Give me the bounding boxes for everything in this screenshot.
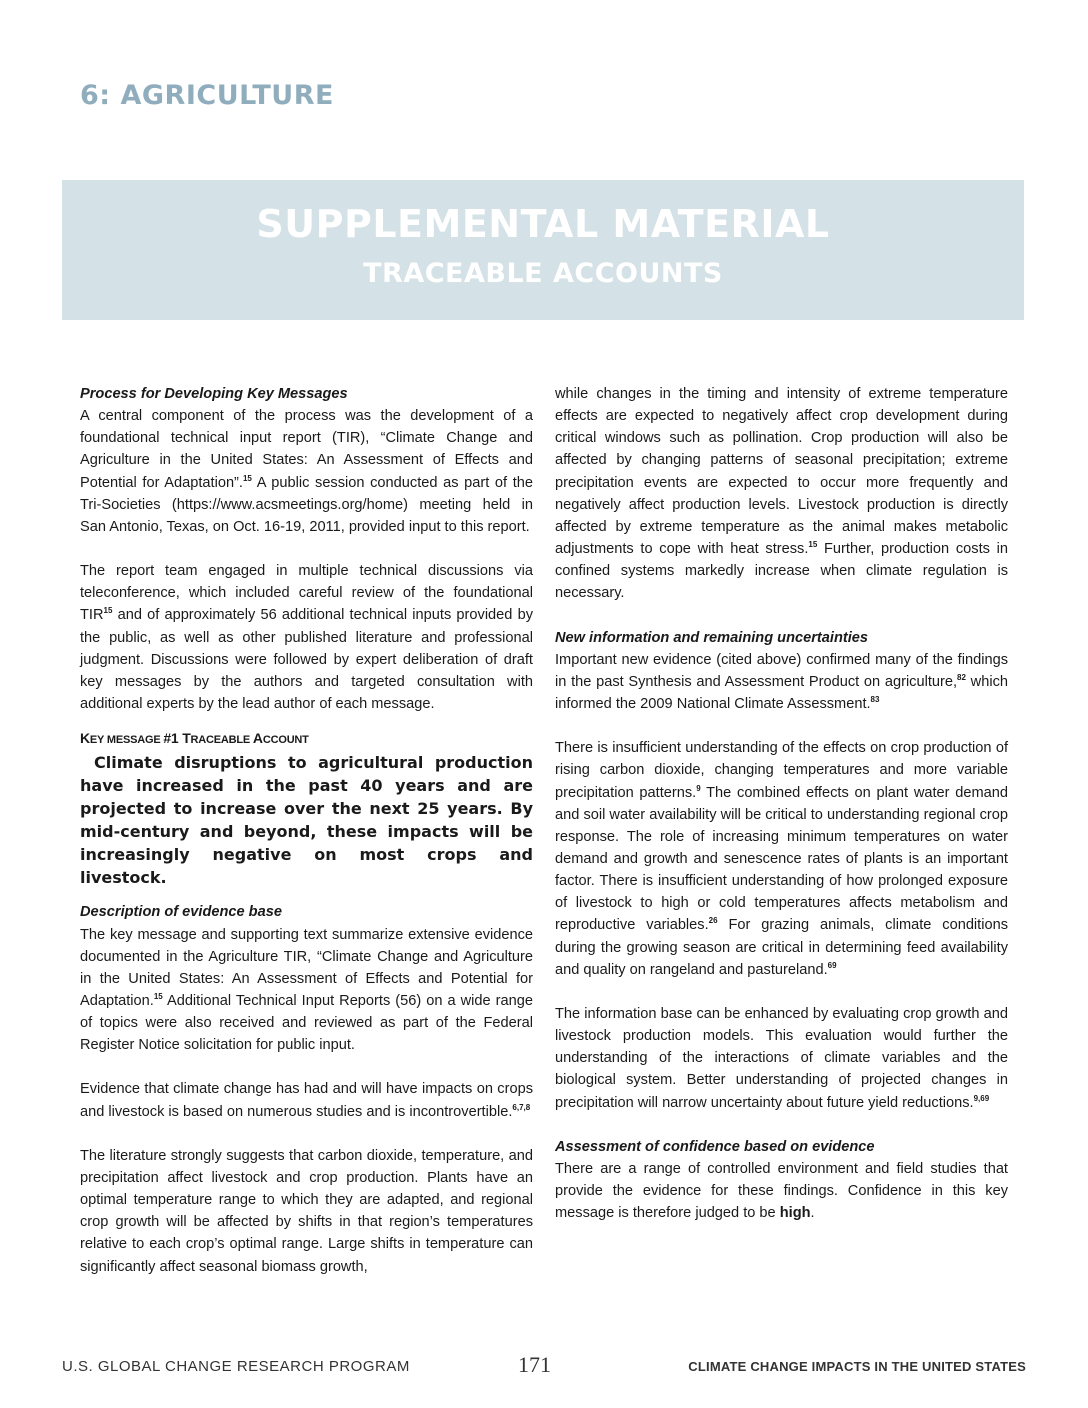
confidence-heading: Assessment of confidence based on evidence	[555, 1138, 875, 1155]
footer-report-title: CLIMATE CHANGE IMPACTS IN THE UNITED STATES	[688, 1359, 1026, 1374]
left-column	[80, 383, 533, 1278]
continued-paragraph: while changes in the timing and intensity of extreme temperature effects are expected to negatively affect crop development during critical windows such as pollination. Crop production will also be affected by changing patterns of seasonal precipitation; extreme precipitation events are expected to occur more frequently and negatively affect production levels. Livestock production is directly affected by extreme temperature as the animal makes metabolic adjustments to cope with heat stress.$^{15}$ Further, production costs in confined systems markedly increase when climate regulation is necessary.	[555, 386, 1008, 602]
process-heading: Process for Developing Key Messages	[80, 386, 348, 402]
banner-subtitle: TRACEABLE ACCOUNTS	[363, 258, 723, 289]
banner-title: SUPPLEMENTAL MATERIAL	[256, 202, 830, 246]
key-message-heading: KEY MESSAGE #1 TRACEABLE ACCOUNT	[80, 730, 309, 747]
uncertainties-heading: New information and remaining uncertainties	[555, 629, 869, 646]
citation: 15	[103, 606, 113, 616]
citation: 9,69	[973, 1093, 990, 1103]
process-paragraph-1: A central component of the process was the development of a foundational technical input report (TIR), “Climate Change and Agriculture in the United States: An Assessment of Effects and Potential for Adaptation”.$^{15}$ A public session conducted as part of the Tri-Societies (https://www.acsmeetings.org/home) meeting held in San Antonio, Texas, on Oct. 16-19, 2011, provided input to this report.	[80, 408, 534, 535]
evidence-paragraph-2: Evidence that climate change has had and will have impacts on crops and livestock is based on numerous studies and is incontrovertible.$^{6,7,8}$	[80, 1081, 533, 1120]
citation: 15	[808, 540, 818, 550]
key-message-text: Climate disruptions to agricultural production have increased in the past 40 years and are projected to increase over the next 25 years. By mid-century and beyond, these impacts will be increasingly negative on most crops and livestock.	[80, 753, 533, 888]
citation: 69	[827, 960, 837, 970]
citation: 9	[696, 783, 701, 793]
citation: 26	[708, 916, 718, 926]
uncertainties-paragraph-1: Important new evidence (cited above) confirmed many of the findings in the past Synthesis and Assessment Product on agriculture,$^{82}$ which informed the 2009 National Climate Assessment.$^{83}$	[555, 651, 1008, 713]
evidence-heading: Description of evidence base	[80, 904, 282, 921]
uncertainties-paragraph-3: The information base can be enhanced by evaluating crop growth and livestock production models. This evaluation would further the understanding of the interactions of climate variables and the biological system. Better understanding of projected changes in precipitation will narrow uncertainty about future yield reductions.$^{9,69}$	[555, 1005, 1008, 1111]
right-column	[555, 383, 1008, 1224]
evidence-paragraph-3: The literature strongly suggests that carbon dioxide, temperature, and precipitation affect livestock and crop production. Plants have an optimal temperature range to which they are adapted, and regional crop growth will be affected by shifts in that region’s temperatures relative to each crop’s optimal range. Large shifts in temperature can significantly affect seasonal biomass growth,	[80, 1147, 533, 1275]
section-banner	[62, 180, 1024, 320]
confidence-paragraph: There are a range of controlled environment and field studies that provide the evidence for these findings. Confidence in this key message is therefore judged to be high.	[555, 1160, 1008, 1222]
citation: 83	[870, 695, 880, 705]
confidence-level: high	[779, 1205, 811, 1222]
citation: 6,7,8	[512, 1102, 531, 1112]
evidence-paragraph-1: The key message and supporting text summarize extensive evidence documented in the Agriculture TIR, “Climate Change and Agriculture in the United States: An Assessment of Effects and Potential for Adaptation.$^{15}$ Additional Technical Input Reports (56) on a wide range of topics were also received and reviewed as part of the Federal Register Notice solicitation for public input.	[80, 926, 533, 1054]
uncertainties-paragraph-2: There is insufficient understanding of the effects on crop production of rising carbon dioxide, changing temperatures and more variable precipitation patterns.$^9$ The combined effects on plant water demand and soil water availability will be critical to understanding regional crop response. The role of increasing minimum temperatures on water demand and growth and senescence rates of plants is an important factor. There is insufficient understanding of how prolonged exposure of livestock to high or cold temperatures affects metabolism and reproductive variables.$^{26}$ For grazing animals, climate conditions during the growing season are critical in determining feed availability and quality on rangeland and pastureland.$^{69}$	[555, 740, 1008, 978]
chapter-title: 6: AGRICULTURE	[80, 80, 334, 111]
citation: 15	[153, 991, 163, 1001]
page-number: 171	[518, 1352, 551, 1377]
citation: 82	[957, 672, 966, 682]
footer-program: U.S. GLOBAL CHANGE RESEARCH PROGRAM	[62, 1358, 410, 1375]
citation: 15	[242, 473, 252, 483]
process-paragraph-2: The report team engaged in multiple technical discussions via teleconference, which included careful review of the foundational TIR$^{15}$ and of approximately 56 additional technical inputs provided by the public, as well as other published literature and professional judgment. Discussions were followed by expert deliberation of draft key messages by the authors and targeted consultation with additional experts by the lead author of each message.	[80, 563, 533, 713]
